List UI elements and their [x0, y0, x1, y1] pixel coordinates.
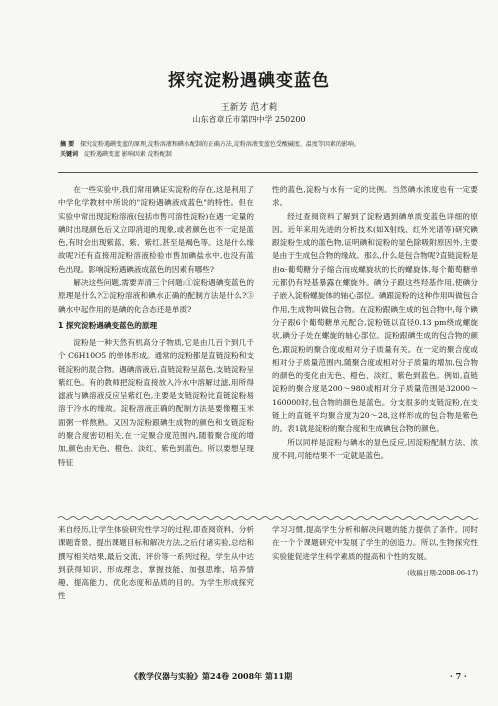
article-title: 探究淀粉遇碘变蓝色 [168, 71, 330, 91]
paragraph: 在一些实验中,我们常用碘证实淀粉的存在,这是利用了中学化学教材中所说的"淀粉遇碘液成蓝色"的特性。但在实验中常出现淀粉溶液(包括市售可溶性淀粉)在遇一定量的碘时出现颜色后又立即消退的现象,或者颜色也不一定是蓝色,有时会出现紫蓝、紫、紫红,甚至是褐色等。这是什么缘故呢?还有直接用淀粉溶液检验市售加碘盐水中,也没有蓝色出现。影响淀粉遇碘液成蓝色的因素有哪些? [58, 185, 254, 274]
right-column [272, 183, 478, 462]
abstract-text: 探究淀粉遇碘变蓝的原理,淀粉溶液和碘水配制的正确方法,淀粉溶液变蓝色受酸碱度、温度等因素的影响。 [80, 141, 360, 148]
keywords-label: 关键词 [60, 151, 79, 158]
paragraph: 所以同样是淀粉与碘水的显色反应,因淀粉配制方法、浓度不同,可能结果不一定就是蓝色。 [272, 437, 478, 460]
left-column [58, 183, 254, 469]
journal-citation: 《教学仪器与实验》第24卷 2008年 第11期 [130, 671, 293, 681]
prev-article-left [58, 523, 254, 603]
paragraph: 学习习惯,提高学生分析和解决问题的能力提供了条件。同时在一个个课题研究中发展了学生的创造力。所以,生物探究性实验能促进学生科学素质的提高和个性的发展。 [272, 525, 478, 561]
received-date: (收稿日期:2008-06-17) [407, 568, 478, 577]
abstract-block [60, 140, 478, 160]
header-rule [58, 172, 478, 173]
paragraph: 解决这些问题,需要弄清三个问题:①淀粉遇碘变蓝色的原理是什么?②淀粉溶液和碘水正确的配制方法是什么?③碘水中起作用的是碘的化合态还是单质? [58, 278, 254, 314]
keywords-text: 淀粉遇碘变蓝 影响因素 淀粉配制 [83, 151, 172, 158]
paragraph: 淀粉是一种天然有机高分子物质,它是由几百个到几千个 C6H10O5 的单体形成。通常的淀粉都是直链淀粉和支链淀粉的混合物。遇碘溶液后,直链淀粉呈蓝色,支链淀粉呈紫红色。有的教师把淀粉直接放入冷水中溶解过滤,用所得滤液与碘溶液反应呈紫红色,主要是支链淀粉比直链淀粉易溶于冷水的缘故。淀粉溶液正确的配制方法是要像糨玉米面粥一样熬熟。又因为淀粉跟碘生成物的颜色和支链淀粉的聚合度密切相关,在一定聚合度范围内,随着聚合度的增加,颜色由无色、橙色、淡红、紫色到蓝色。所以要想呈现特征 [58, 337, 254, 467]
paragraph: 经过查阅资料了解到了淀粉遇到碘单质变蓝色详细的原因。近年来用先进的分析技术(如X射线、红外光谱等)研究碘跟淀粉生成的蓝色物,证明碘和淀粉的显色除吸附原因外,主要是由于生成包合物的缘故。那么,什么是包合物呢?直链淀粉是由α-葡萄糖分子缩合而成螺旋状的长的螺旋体,每个葡萄糖单元都仍有羟基暴露在螺旋外。碘分子跟这些羟基作用,使碘分子嵌入淀粉螺旋体的轴心部位。碘跟淀粉的这种作用叫做包合作用,生成物叫做包合物。在淀粉跟碘生成的包合物中,每个碘分子跟6个葡萄糖单元配合,淀粉链以直径0.13 pm绕成螺旋状,碘分子处在螺旋的轴心部位。淀粉跟碘生成的包合物的颜色,跟淀粉的聚合度或相对分子质量有关。在一定的聚合度或相对分子质量范围内,随聚合度或相对分子质量的增加,包合物的颜色的变化由无色、橙色、淡红、紫色到蓝色。例如,直链淀粉的聚合度是200～980或相对分子质量范围是32000～160000时,包合物的颜色是蓝色。分支很多的支链淀粉,在支链上的直链平均聚合度为20～28,这样形成的包合物是紫色的。表1就是淀粉的聚合度和生成碘包合物的颜色。 [272, 211, 478, 434]
authors: 王新芳 范才莉 [220, 103, 278, 113]
paragraph: 来自经历,让学生体验研究性学习的过程,即查阅资料、分析课题背景、提出课题目标和解决方法,之后付诸实验,总结和撰写相关结果,最后交流、评价等一系列过程。学生从中达到获得知识、形成理念、掌握技能、加强思维、培养情趣、提高能力、优化态度和品质的目的。为学生形成探究性 [58, 525, 254, 601]
article-separator [58, 515, 478, 521]
paragraph: 性的蓝色,淀粉与水有一定的比例。当然碘水浓度也有一定要求。 [272, 185, 478, 208]
section-heading: 1 探究淀粉遇碘变蓝色的原理 [58, 320, 158, 330]
abstract-label: 摘 要 [60, 141, 75, 148]
affiliation: 山东省章丘市第四中学 250200 [192, 115, 306, 124]
prev-article-right [272, 523, 478, 580]
page-number: · 7 · [450, 671, 467, 681]
